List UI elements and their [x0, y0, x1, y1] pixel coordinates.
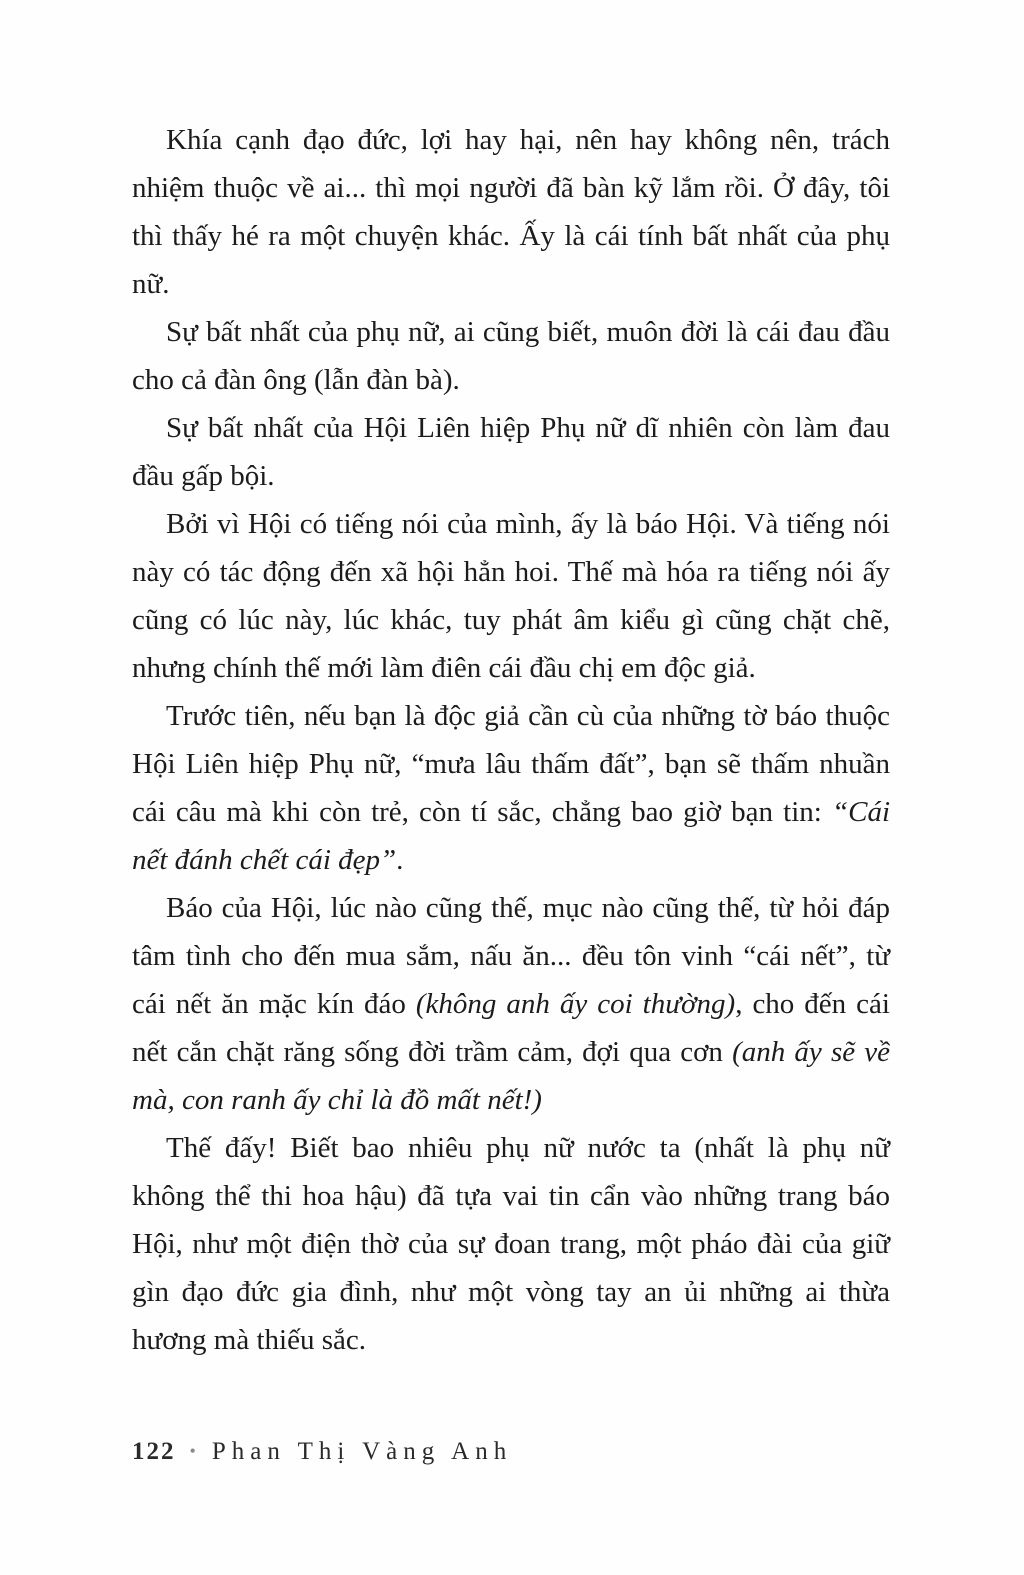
page-number: 122 — [132, 1438, 176, 1465]
italic-text-segment: (không anh ấy coi thường) — [415, 988, 736, 1020]
paragraph — [132, 116, 890, 308]
paragraph — [132, 500, 890, 692]
text-segment: Trước tiên, nếu bạn là độc giả cần cù của những tờ báo thuộc Hội Liên hiệp Phụ nữ, “mưa lâu thấm đất”, bạn sẽ thấm nhuần cái câu mà khi còn trẻ, còn tí sắc, chẳng bao giờ bạn tin: — [132, 700, 890, 828]
text-segment: Khía cạnh đạo đức, lợi hay hại, nên hay không nên, trách nhiệm thuộc về ai... thì mọi người đã bàn kỹ lắm rồi. Ở đây, tôi thì thấy hé ra một chuyện khác. Ấy là cái tính bất nhất của phụ nữ. — [132, 124, 890, 300]
page-footer — [132, 1438, 512, 1466]
text-segment: Sự bất nhất của phụ nữ, ai cũng biết, muôn đời là cái đau đầu cho cả đàn ông (lẫn đàn bà). — [132, 316, 890, 396]
text-segment: Bởi vì Hội có tiếng nói của mình, ấy là báo Hội. Và tiếng nói này có tác động đến xã hội hẳn hoi. Thế mà hóa ra tiếng nói ấy cũng có lúc này, lúc khác, tuy phát âm kiểu gì cũng chặt chẽ, nhưng chính thế mới làm điên cái đầu chị em độc giả. — [132, 508, 890, 684]
bullet-separator-icon: • — [189, 1441, 196, 1461]
text-segment: . — [396, 844, 404, 876]
author-name: Phan Thị Vàng Anh — [211, 1438, 513, 1465]
text-segment: Sự bất nhất của Hội Liên hiệp Phụ nữ dĩ nhiên còn làm đau đầu gấp bội. — [132, 412, 890, 492]
italic-text-segment: “Cái nết đánh chết cái đẹp” — [132, 796, 890, 876]
body-text — [132, 116, 890, 1364]
text-segment: , cho đến cái nết cắn chặt răng sống đời trầm cảm, đợi qua cơn — [132, 988, 890, 1068]
text-segment: Báo của Hội, lúc nào cũng thế, mục nào cũng thế, từ hỏi đáp tâm tình cho đến mua sắm, nấu ăn... đều tôn vinh “cái nết”, từ cái nết ăn mặc kín đáo — [132, 892, 890, 1020]
paragraph — [132, 884, 890, 1124]
text-segment: Thế đấy! Biết bao nhiêu phụ nữ nước ta (nhất là phụ nữ không thể thi hoa hậu) đã tựa vai tin cẩn vào những trang báo Hội, như một điện thờ của sự đoan trang, một pháo đài của giữ gìn đạo đức gia đình, như một vòng tay an ủi những ai thừa hương mà thiếu sắc. — [132, 1132, 890, 1356]
paragraph — [132, 404, 890, 500]
paragraph — [132, 308, 890, 404]
paragraph — [132, 692, 890, 884]
italic-text-segment: (anh ấy sẽ về mà, con ranh ấy chỉ là đồ mất nết!) — [132, 1036, 890, 1116]
paragraph — [132, 1124, 890, 1364]
